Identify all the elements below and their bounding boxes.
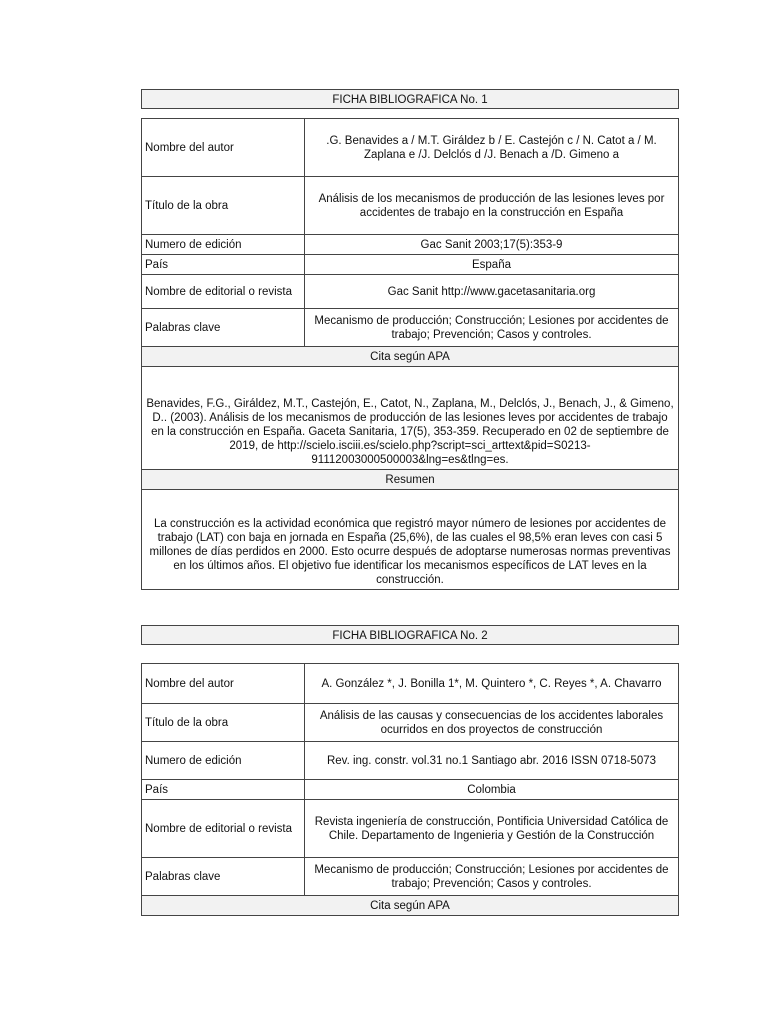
table-row [142,742,679,780]
table-row [142,896,679,916]
ficha-2-title: FICHA BIBLIOGRAFICA No. 2 [141,625,679,645]
edition-label: Numero de edición [142,235,305,255]
publisher-label: Nombre de editorial o revista [142,275,305,309]
edition-value: Gac Sanit 2003;17(5):353-9 [305,235,679,255]
table-row [142,704,679,742]
table-row [142,309,679,347]
keywords-value: Mecanismo de producción; Construcción; Lesiones por accidentes de trabajo; Prevención; Casos y controles. [305,309,679,347]
keywords-value: Mecanismo de producción; Construcción; Lesiones por accidentes de trabajo; Prevención; Casos y controles. [305,858,679,896]
table-row [142,235,679,255]
table-row [142,177,679,235]
edition-value: Rev. ing. constr. vol.31 no.1 Santiago abr. 2016 ISSN 0718-5073 [305,742,679,780]
table-row [142,858,679,896]
publisher-label: Nombre de editorial o revista [142,800,305,858]
ficha-1-title: FICHA BIBLIOGRAFICA No. 1 [141,89,679,109]
publisher-value: Revista ingeniería de construcción, Pontificia Universidad Católica de Chile. Departamento de Ingenieria y Gestión de la Construcción [305,800,679,858]
table-row [142,119,679,177]
apa-citation: Benavides, F.G., Giráldez, M.T., Castejón, E., Catot, N., Zaplana, M., Delclós, J., Benach, J., & Gimeno, D.. (2003). Análisis de los mecanismos de producción de las lesiones leves por accidentes de trabajo en la construcción en España. Gaceta Sanitaria, 17(5), 353-359. Recuperado en 02 de septiembre de 2019, de http://scielo.isciii.es/scielo.php?script=sci_arttext&pid=S0213-91112003000500003&lng=es&tlng=es. [142,367,679,470]
author-value: .G. Benavides a / M.T. Giráldez b / E. Castejón c / N. Catot a / M. Zaplana e /J. Delclós d /J. Benach a /D. Gimeno a [305,119,679,177]
ficha-1-table [141,118,679,590]
abstract-heading: Resumen [142,470,679,490]
table-row [142,780,679,800]
work-title-value: Análisis de los mecanismos de producción de las lesiones leves por accidentes de trabajo en la construcción en España [305,177,679,235]
table-row [142,490,679,590]
ficha-2 [141,625,679,916]
table-row [142,347,679,367]
country-label: País [142,780,305,800]
country-value: Colombia [305,780,679,800]
table-row [142,664,679,704]
table-row [142,255,679,275]
table-row [142,800,679,858]
author-label: Nombre del autor [142,119,305,177]
author-label: Nombre del autor [142,664,305,704]
ficha-1 [141,89,679,590]
apa-heading: Cita según APA [142,896,679,916]
publisher-value: Gac Sanit http://www.gacetasanitaria.org [305,275,679,309]
work-title-value: Análisis de las causas y consecuencias de los accidentes laborales ocurridos en dos proyectos de construcción [305,704,679,742]
apa-heading: Cita según APA [142,347,679,367]
table-row [142,367,679,470]
work-title-label: Título de la obra [142,177,305,235]
keywords-label: Palabras clave [142,858,305,896]
keywords-label: Palabras clave [142,309,305,347]
work-title-label: Título de la obra [142,704,305,742]
country-value: España [305,255,679,275]
abstract-text: La construcción es la actividad económica que registró mayor número de lesiones por accidentes de trabajo (LAT) con baja en jornada en España (25,6%), de las cuales el 98,5% eran leves con casi 5 millones de días perdidos en 2000. Esto ocurre después de adoptarse numerosas normas preventivas en los últimos años. El objetivo fue identificar los mecanismos específicos de LAT leves en la construcción. [142,490,679,590]
country-label: País [142,255,305,275]
ficha-2-table [141,663,679,916]
edition-label: Numero de edición [142,742,305,780]
author-value: A. González *, J. Bonilla 1*, M. Quintero *, C. Reyes *, A. Chavarro [305,664,679,704]
table-row [142,275,679,309]
table-row [142,470,679,490]
